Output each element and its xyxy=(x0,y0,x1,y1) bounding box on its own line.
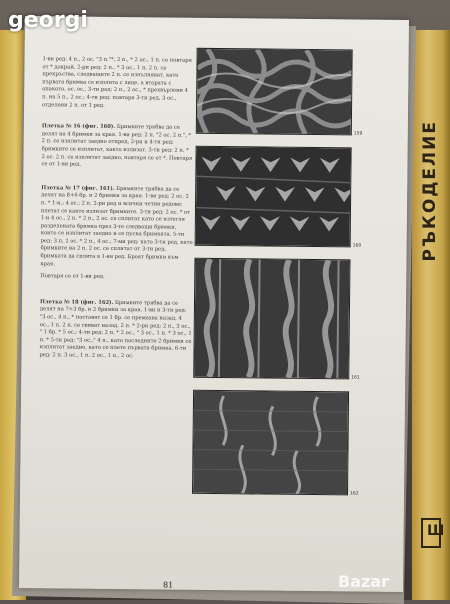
spine-title: РЪКОДЕЛИЕ xyxy=(420,120,442,262)
knitting-photo-159 xyxy=(196,48,353,136)
page-number: 81 xyxy=(163,580,173,589)
spine-emblem-letter: Ш xyxy=(427,523,444,539)
text-block-2 xyxy=(41,123,193,170)
right-book-spine xyxy=(412,30,450,600)
text-block-body: Бримките трябва да се делят на 8+6 бр. и 2 бримки за края. 1-ви ред: 2 ос. 2 п. * 1-и.; 4 ос.; 2 п. 2-ри ред и всички четни редове: плетат се както излизат бримките. 3-ти ред: 2 ос. * от 1-и 4 ос., 2 п. * 2 п., 2 ос. се сплитат като се изтегля разделената бримка през 3-те следващи бримки, които се изплитат заедно и се пуска бримката, 5-ти ред: 3 п. 2 ос. * 2 п., 4 ос.; 7-ми ред: като 3-ти ред, като бримките на 2 п. 2 ос. се сплитат от 3-ти ред, бримката да сплита в 1-ви ред. Броят бримки към края. xyxy=(40,186,192,267)
figure-label: 162 xyxy=(350,491,359,496)
text-block-body: Бримките трябва да се делят на 4 бримки за края. 1-ви ред: 2 п. "2 ос. 2 п.", * 2 п. се изплитат заедно отпред, 2-ри и 4-ти ред: бримките се изплитат, както излизат. 3-ти ред: 2 п. * 2 ос. 2 п. се изплитат заедно, повтаря се от *. Повтаря се от 1-ви ред. xyxy=(41,124,192,168)
knitting-photo-160 xyxy=(195,146,352,248)
text-block-head: Плетка № 17 (фиг. 161). xyxy=(41,185,114,192)
seller-watermark: georgi xyxy=(8,8,88,33)
figure-label: 161 xyxy=(351,375,360,380)
text-block-body: Повтаря се от 1-ви ред. xyxy=(40,273,104,280)
book-page xyxy=(19,16,409,592)
text-block-5 xyxy=(39,299,192,361)
knitting-photo-162 xyxy=(192,390,349,496)
instructions-column xyxy=(39,56,194,366)
text-block-body: 1-ви ред: 4 п., 2 ос. "3 п."*, 2 п., * 2 ос., 1 п. се повтаря от * докрай, 2-ри ред: 2 п., * 3 ос., 1 п. 2 п. се прекръства, следващите 2 п. се изпълняват, като първата бримка се изплита с лице, а втората с опакото, ос. ос., 3-ти ред: 2 п., 2 ос., * прехвърлени 4 п. на 5 п., 2 ос.; 4-ти ред: повтаря 3-ти ред, 3 ос., отделени 2 п. от 1 ред. xyxy=(42,56,192,108)
text-block-head: Плетка № 18 (фиг. 162). xyxy=(40,299,113,306)
bazar-logo-watermark: Bazar xyxy=(338,572,389,591)
figure-label: 160 xyxy=(353,243,362,248)
text-block-4 xyxy=(40,273,192,282)
text-block-3 xyxy=(40,185,193,270)
text-block-1 xyxy=(42,56,195,111)
text-block-body: Бримките трябва да се делят на 7+3 бр. и 2 бримки за края. 1-ви и 3-ти ред: "3 ос., 4 п., * поставят се 1 бр. се премахва назад, 4 ос., 1 п. 2 п. се свиват назад, 2 п. * 2-ри ред: 2 п., 3 ос., " 1 бр. * 5 ос.; 4-ти ред: 2 п. * 2 ос., " 3 ос., 1 п. * 3 ос., 1 п. * 5-ти ред: "3 ос.," 4 п., като последните 2 бримки се изплитат заедно, като се плете първата бримка. 6-ти ред: 2 п. 3 ос., 1 п. 2 ос., 1 п., 2 ос. xyxy=(39,300,191,359)
figure-label: 159 xyxy=(354,131,363,136)
text-block-head: Плетка № 16 (фиг. 160). xyxy=(42,123,115,130)
knitting-photo-161 xyxy=(193,258,350,380)
